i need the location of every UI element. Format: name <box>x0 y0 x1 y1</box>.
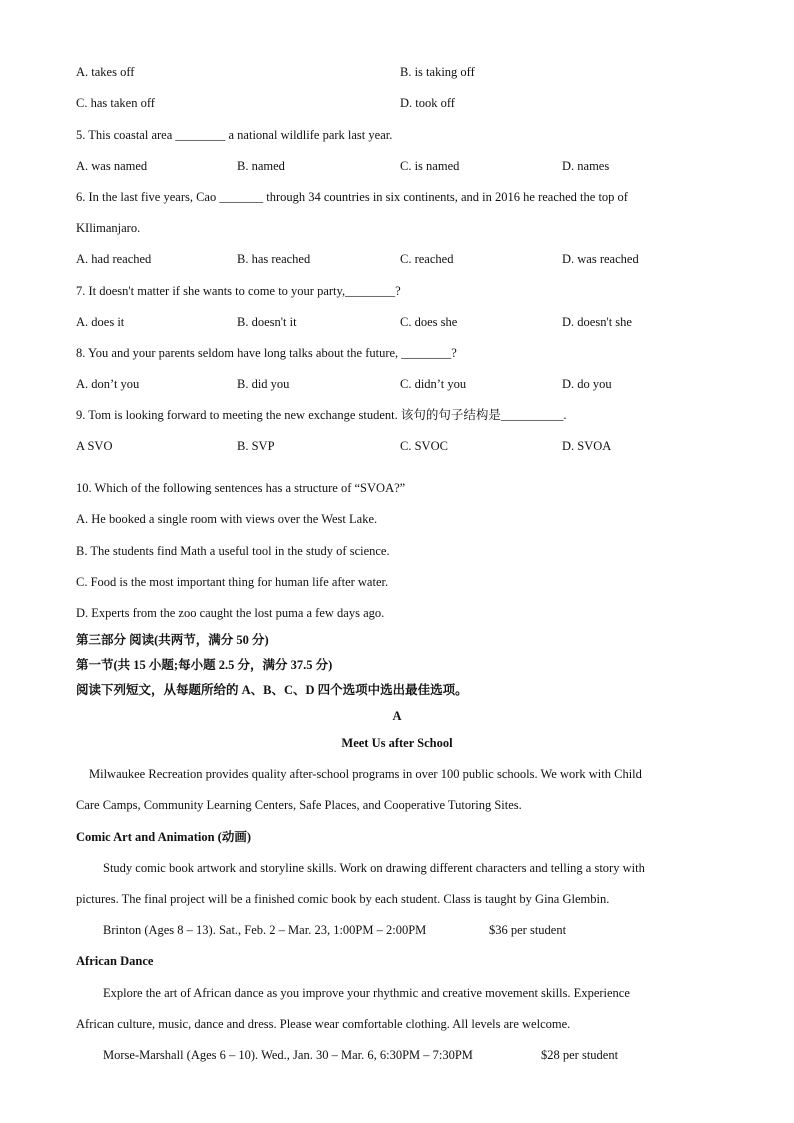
option-d: D. doesn't she <box>562 315 632 329</box>
dance-body-line1: Explore the art of African dance as you improve your rhythmic and creative movement skills. Experience <box>103 986 630 1000</box>
passage-intro-line2: Care Camps, Community Learning Centers, Safe Places, and Cooperative Tutoring Sites. <box>76 798 522 812</box>
option-b: B. named <box>237 159 285 173</box>
option-c: C. reached <box>400 252 454 266</box>
question-stem: 9. Tom is looking forward to meeting the new exchange student. 该句的句子结构是__________. <box>76 408 567 422</box>
question-stem-continued: KIlimanjaro. <box>76 221 141 235</box>
option-b: B. The students find Math a useful tool in the study of science. <box>76 544 390 558</box>
option-d: D. SVOA <box>562 439 612 453</box>
option-a: A. don’t you <box>76 377 140 391</box>
option-b: B. doesn't it <box>237 315 297 329</box>
option-a: A. He booked a single room with views over the West Lake. <box>76 512 378 526</box>
option-b: B. SVP <box>237 439 275 453</box>
option-c: C. does she <box>400 315 458 329</box>
option-b: B. has reached <box>237 252 311 266</box>
dance-heading: African Dance <box>76 954 154 968</box>
option-a: A. had reached <box>76 252 152 266</box>
option-a: A. takes off <box>76 65 135 79</box>
section-instruction: 阅读下列短文，从每题所给的 A、B、C、D 四个选项中选出最佳选项。 <box>76 683 468 697</box>
option-a: A SVO <box>76 439 113 453</box>
comic-body-line2: pictures. The final project will be a finished comic book by each student. Class is taught by Gina Glembin. <box>76 892 610 906</box>
passage-title: Meet Us after School <box>341 736 453 750</box>
question-stem: 8. You and your parents seldom have long talks about the future, ________? <box>76 346 457 360</box>
option-c: C. has taken off <box>76 96 155 110</box>
option-b: B. is taking off <box>400 65 475 79</box>
section-part3-heading: 第三部分 阅读(共两节，满分 50 分) <box>76 633 269 647</box>
question-stem: 10. Which of the following sentences has a structure of “SVOA?” <box>76 481 406 495</box>
passage-letter: A <box>392 709 402 723</box>
comic-price: $36 per student <box>489 923 567 937</box>
section-sec1-heading: 第一节(共 15 小题;每小题 2.5 分，满分 37.5 分) <box>76 658 333 672</box>
comic-schedule: Brinton (Ages 8 – 13). Sat., Feb. 2 – Mar. 23, 1:00PM – 2:00PM <box>103 923 427 937</box>
option-c: C. Food is the most important thing for human life after water. <box>76 575 389 589</box>
option-c: C. SVOC <box>400 439 448 453</box>
dance-price: $28 per student <box>541 1048 619 1062</box>
option-c: C. didn’t you <box>400 377 467 391</box>
dance-body-line2: African culture, music, dance and dress. Please wear comfortable clothing. All levels are welcome. <box>76 1017 571 1031</box>
dance-schedule: Morse-Marshall (Ages 6 – 10). Wed., Jan. 30 – Mar. 6, 6:30PM – 7:30PM <box>103 1048 473 1062</box>
question-stem: 5. This coastal area ________ a national wildlife park last year. <box>76 128 393 142</box>
option-d: D. Experts from the zoo caught the lost puma a few days ago. <box>76 606 385 620</box>
option-a: A. does it <box>76 315 125 329</box>
question-stem: 6. In the last five years, Cao _______ through 34 countries in six continents, and in 2016 he reached the top of <box>76 190 628 204</box>
option-c: C. is named <box>400 159 460 173</box>
option-b: B. did you <box>237 377 290 391</box>
option-d: D. names <box>562 159 610 173</box>
question-stem: 7. It doesn't matter if she wants to come to your party,________? <box>76 284 401 298</box>
option-d: D. do you <box>562 377 612 391</box>
passage-intro-line1: Milwaukee Recreation provides quality after-school programs in over 100 public schools. We work with Child <box>89 767 642 781</box>
option-d: D. was reached <box>562 252 639 266</box>
option-a: A. was named <box>76 159 148 173</box>
comic-body-line1: Study comic book artwork and storyline skills. Work on drawing different characters and telling a story with <box>103 861 645 875</box>
comic-heading: Comic Art and Animation (动画) <box>76 830 252 844</box>
option-d: D. took off <box>400 96 455 110</box>
